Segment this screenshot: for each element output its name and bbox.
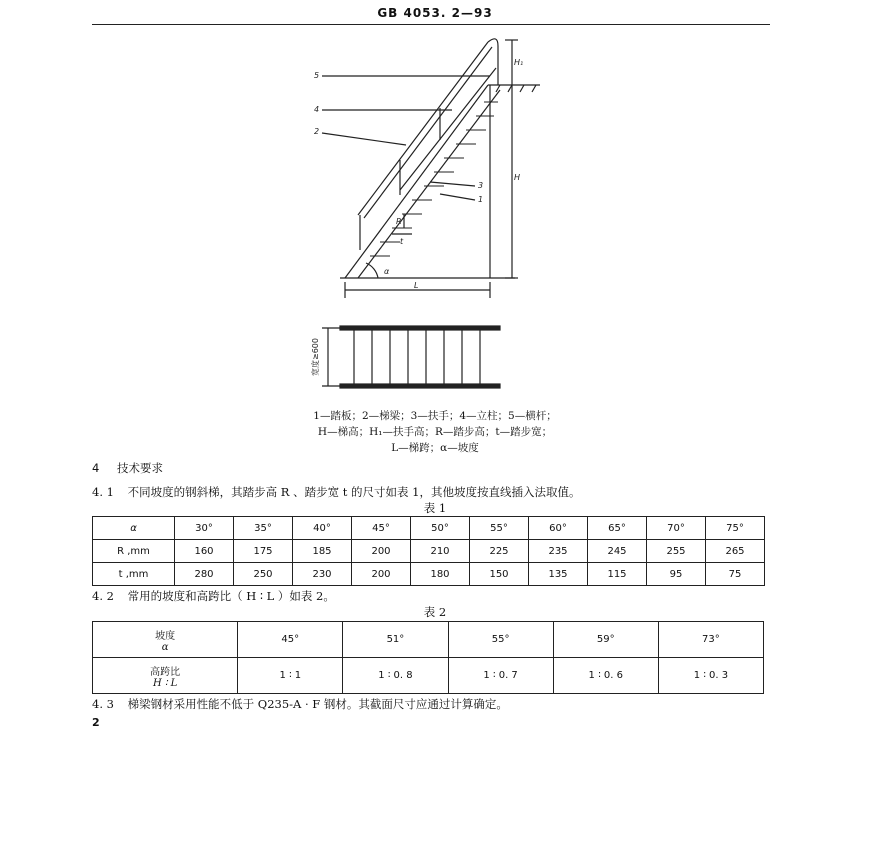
section-heading xyxy=(92,460,163,476)
callout-1: 1 xyxy=(478,195,484,204)
table-cell: 1 ∶ 1 xyxy=(238,658,343,694)
table-cell: 175 xyxy=(234,540,293,563)
legend-line-3: L—梯跨；α—坡度 xyxy=(391,442,479,454)
table-cell: 1 ∶ 0. 8 xyxy=(343,658,448,694)
table-row-label xyxy=(93,658,238,694)
table-cell: 225 xyxy=(470,540,529,563)
table-cell: 95 xyxy=(647,563,706,586)
table-cell: 150 xyxy=(470,563,529,586)
table-cell: 180 xyxy=(411,563,470,586)
document-header: GB 4053. 2—93 xyxy=(377,6,493,20)
table-1-caption: 表 1 xyxy=(423,501,447,515)
paragraph-4-3 xyxy=(92,696,772,712)
stair-elevation-diagram xyxy=(300,30,560,305)
label-alpha: α xyxy=(384,267,390,276)
table-cell: 35° xyxy=(234,517,293,540)
table-cell: 185 xyxy=(293,540,352,563)
header-rule xyxy=(92,24,770,25)
table-cell: 40° xyxy=(293,517,352,540)
table-cell: 1 ∶ 0. 3 xyxy=(658,658,763,694)
callout-3: 3 xyxy=(478,181,484,190)
table-cell: 280 xyxy=(175,563,234,586)
table-cell: 51° xyxy=(343,622,448,658)
page-number: 2 xyxy=(92,716,100,729)
table-cell: 135 xyxy=(529,563,588,586)
handrail-line-2 xyxy=(364,47,492,218)
label-t: t xyxy=(400,237,404,246)
table-cell: 245 xyxy=(588,540,647,563)
table-cell: 50° xyxy=(411,517,470,540)
table-cell: 265 xyxy=(706,540,765,563)
table-cell: 70° xyxy=(647,517,706,540)
table-cell: 200 xyxy=(352,540,411,563)
table-cell: 235 xyxy=(529,540,588,563)
legend-line-2: H—梯高；H₁—扶手高；R—踏步高；t—踏步宽； xyxy=(317,426,553,438)
table-cell: 1 ∶ 0. 7 xyxy=(448,658,553,694)
table-row xyxy=(93,658,764,694)
table-row-label: R ,mm xyxy=(93,540,175,563)
table-cell: 60° xyxy=(529,517,588,540)
table-row-label xyxy=(93,622,238,658)
table-cell: 65° xyxy=(588,517,647,540)
paragraph-text: 常用的坡度和高跨比（ H ∶ L ）如表 2。 xyxy=(127,589,335,603)
table-row-label: α xyxy=(93,517,175,540)
table-cell: 75° xyxy=(706,517,765,540)
table-row xyxy=(93,540,765,563)
paragraph-text: 不同坡度的钢斜梯，其踏步高 R 、踏步宽 t 的尺寸如表 1，其他坡度按直线插入法取值。 xyxy=(127,485,581,499)
section-title: 技术要求 xyxy=(116,461,163,475)
table-cell: 59° xyxy=(553,622,658,658)
paragraph-number: 4. 1 xyxy=(92,485,114,499)
label-r: R xyxy=(396,217,402,226)
table-row-label: t ,mm xyxy=(93,563,175,586)
table-row xyxy=(93,622,764,658)
table-cell: 55° xyxy=(470,517,529,540)
callout-4: 4 xyxy=(314,105,320,114)
table-row xyxy=(93,517,765,540)
paragraph-4-1 xyxy=(92,484,772,500)
paragraph-number: 4. 3 xyxy=(92,697,114,711)
stair-plan-diagram xyxy=(300,318,510,398)
label-width: 宽度≥600 xyxy=(311,338,320,376)
row-label-symbol: H ∶ L xyxy=(152,677,178,689)
table-cell: 75 xyxy=(706,563,765,586)
table-cell: 230 xyxy=(293,563,352,586)
table-cell: 45° xyxy=(352,517,411,540)
handrail-top-bend xyxy=(488,39,498,85)
table-cell: 73° xyxy=(658,622,763,658)
table-cell: 250 xyxy=(234,563,293,586)
table-2-caption: 表 2 xyxy=(423,605,447,619)
table-row xyxy=(93,563,765,586)
table-cell: 55° xyxy=(448,622,553,658)
table-cell: 255 xyxy=(647,540,706,563)
callout-5: 5 xyxy=(314,71,320,80)
table-cell: 115 xyxy=(588,563,647,586)
table-cell: 1 ∶ 0. 6 xyxy=(553,658,658,694)
table-2 xyxy=(92,621,764,694)
table-cell: 30° xyxy=(175,517,234,540)
section-number: 4 xyxy=(92,461,100,475)
paragraph-4-2 xyxy=(92,588,772,604)
row-label-text: 坡度 xyxy=(155,630,176,642)
table-cell: 160 xyxy=(175,540,234,563)
stringer-line xyxy=(345,85,488,278)
row-label-text: 高跨比 xyxy=(150,666,181,678)
label-h: H xyxy=(514,173,521,182)
handrail-line xyxy=(358,42,488,215)
table-cell: 210 xyxy=(411,540,470,563)
paragraph-number: 4. 2 xyxy=(92,589,114,603)
legend-line-1: 1—踏板；2—梯梁；3—扶手；4—立柱；5—横杆； xyxy=(313,410,557,422)
label-l: L xyxy=(414,281,419,290)
callout-2: 2 xyxy=(314,127,320,136)
table-cell: 200 xyxy=(352,563,411,586)
table-cell: 45° xyxy=(238,622,343,658)
label-h1: H₁ xyxy=(514,58,524,67)
table-1 xyxy=(92,516,765,586)
row-label-symbol: α xyxy=(161,641,169,653)
paragraph-text: 梯梁钢材采用性能不低于 Q235-A · F 钢材。其截面尺寸应通过计算确定。 xyxy=(127,697,508,711)
